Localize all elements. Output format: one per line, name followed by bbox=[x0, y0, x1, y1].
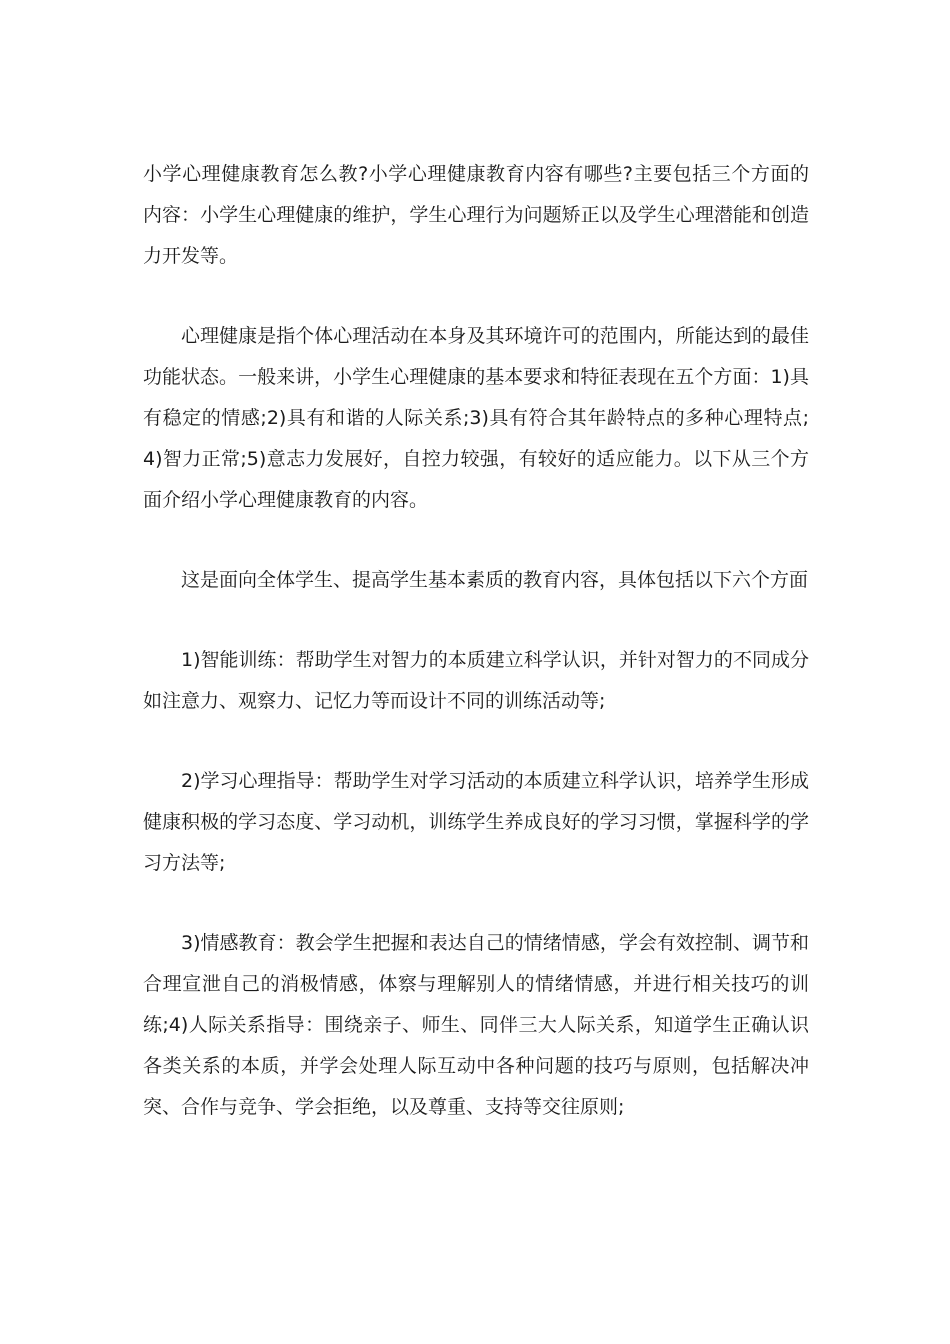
emotion-education-paragraph: 3)情感教育：教会学生把握和表达自己的情绪情感，学会有效控制、调节和合理宣泄自己的消极情感，体察与理解别人的情绪情感，并进行相关技巧的训练;4)人际关系指导：围绕亲子、师生、同伴三大人际关系，知道学生正确认识各类关系的本质，并学会处理人际互动中各种问题的技巧与原则，包括解决冲突、合作与竞争、学会拒绝，以及尊重、支持等交往原则; bbox=[143, 932, 809, 1118]
document-body bbox=[143, 154, 809, 1167]
definition-paragraph: 心理健康是指个体心理活动在本身及其环境许可的范围内，所能达到的最佳功能状态。一般来讲，小学生心理健康的基本要求和特征表现在五个方面：1)具有稳定的情感;2)具有和谐的人际关系;3)具有符合其年龄特点的多种心理特点;4)智力正常;5)意志力发展好，自控力较强，有较好的适应能力。以下从三个方面介绍小学心理健康教育的内容。 bbox=[143, 325, 809, 511]
intro-paragraph: 小学心理健康教育怎么教?小学心理健康教育内容有哪些?主要包括三个方面的内容：小学生心理健康的维护，学生心理行为问题矫正以及学生心理潜能和创造力开发等。 bbox=[143, 163, 809, 267]
intelligence-training-paragraph: 1)智能训练：帮助学生对智力的本质建立科学认识，并针对智力的不同成分如注意力、观察力、记忆力等而设计不同的训练活动等; bbox=[143, 649, 809, 712]
overview-paragraph: 这是面向全体学生、提高学生基本素质的教育内容，具体包括以下六个方面 bbox=[181, 569, 809, 591]
learning-guidance-paragraph: 2)学习心理指导：帮助学生对学习活动的本质建立科学认识，培养学生形成健康积极的学习态度、学习动机，训练学生养成良好的学习习惯，掌握科学的学习方法等; bbox=[143, 770, 809, 874]
